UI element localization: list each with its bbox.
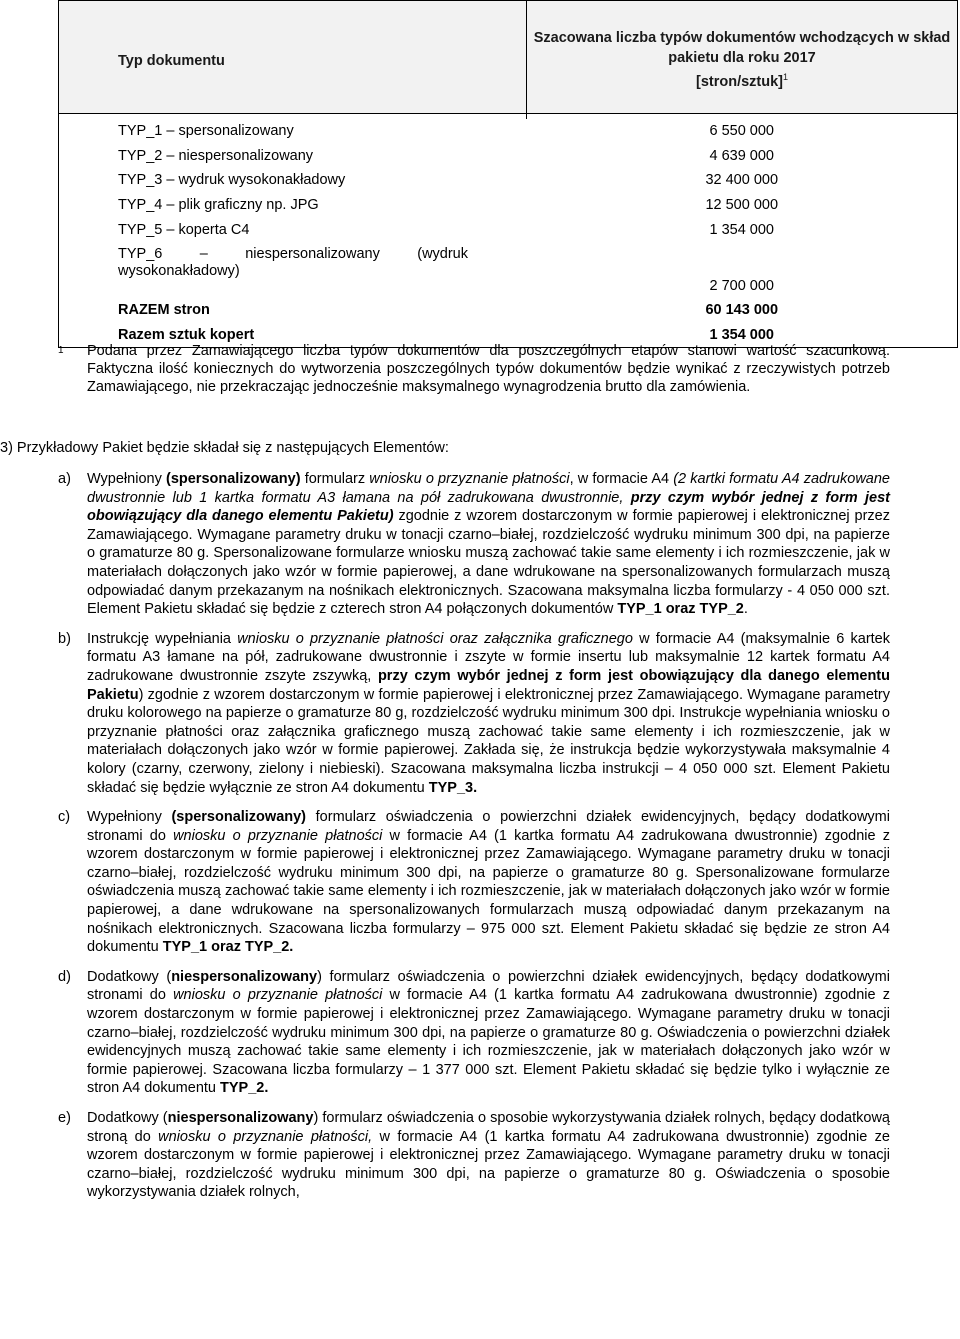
- italic-text: wniosku o przyznanie płatności: [173, 987, 383, 1004]
- row-value-text: 32 400 000: [705, 172, 779, 189]
- text: Wypełniony: [87, 471, 166, 487]
- bold-text: TYP_1 oraz TYP_2.: [162, 939, 294, 956]
- bold-text: niespersonalizowany: [171, 968, 318, 985]
- row-type: TYP_2 – niespersonalizowany: [59, 144, 527, 169]
- bold-italic-text: przy czym wybór jednej z form jest obowiązujący dla danego elementu Pakietu): [87, 489, 890, 525]
- text: ) formularz oświadczenia o sposobie wykorzystywania działek rolnych, będący dodatkową stroną do: [87, 1110, 890, 1145]
- table-row: [59, 144, 958, 169]
- item-body: [87, 470, 890, 619]
- total-value-text: 1 354 000: [709, 326, 774, 343]
- italic-text: (2 kartki formatu A4 zadrukowane dwustronnie lub 1 kartka formatu A3 łamana na pół zadrukowana dwustronnie,: [87, 471, 890, 506]
- item-label: b): [58, 630, 71, 647]
- row-type-line-2: wysokonakładowy): [118, 262, 240, 279]
- item-body: [87, 1109, 890, 1202]
- text: w formacie A4 (1 kartka formatu A4 zadrukowana dwustronnie) zgodnie ze wzorem dostarczonym w formie papierowej i elektronicznej przez Zamawiającego. Wymagane parametry druku w tonacji czarno–białej, rozdzielczość wydruku minimum 300 dpi, na papierze o gramaturze 80 g. Oświadczenia o sposobie wykorzystywania działek rolnych,: [87, 1128, 890, 1201]
- text: zgodnie z wzorem dostarczonym w formie papierowej i elektronicznej przez Zamawiającego. Wymagane parametry druku w tonacji czarno–białej, rozdzielczość wydruku minimum 300 dpi, na papierze o gramaturze 80 g. Spersonalizowane formularze wniosku muszą zachować takie same elementy i ich rozmieszczenie, jak w materiałach dołączonych jako wzór w formie papierowej, a dane wdrukowane na spersonalizowanych formularzach muszą odpowiadać danym przekazanym na nośnikach elektronicznych. Szacowana maksymalna liczba formularzy - 4 050 000 szt. Element Pakietu składać się będzie z czterech stron A4 połączonych dokumentów: [87, 508, 890, 618]
- header-unit: [stron/sztuk]: [695, 74, 783, 91]
- row-type: TYP_3 – wydruk wysokonakładowy: [59, 168, 527, 193]
- text: Dodatkowy (: [87, 968, 172, 985]
- row-value: [527, 168, 958, 193]
- table-row: [59, 193, 958, 218]
- header-estimated-count: [527, 1, 958, 114]
- row-value: [527, 242, 958, 298]
- total-label: Razem sztuk kopert: [59, 323, 527, 348]
- text: , w formacie A4: [569, 471, 674, 487]
- row-value-text: 2 700 000: [709, 277, 774, 294]
- row-value: [527, 144, 958, 169]
- list-item-e: [58, 1109, 890, 1202]
- list-item-a: [58, 470, 890, 619]
- row-value-text: 6 550 000: [709, 123, 774, 140]
- header-line-3: [696, 74, 788, 90]
- text: w formacie A4 (1 kartka formatu A4 zadrukowana dwustronnie) zgodnie z wzorem dostarczonym w formie papierowej i elektronicznej przez Zamawiającego. Wymagane parametry druku w tonacji czarno–białej, rozdzielczość wydruku minimum 300 dpi, na papierze o gramaturze 80 g. Oświadczenia o powierzchni działek ewidencyjnych muszą zachować takie same elementy i ich rozmieszczenie, jak w materiałach dołączonych jako wzór w formie papierowej. Szacowana liczba formularzy – 1 377 000 szt. Element Pakietu składać się będzie tylko i wyłącznie ze stron A4 dokumentu: [87, 987, 890, 1097]
- italic-text: wniosku o przyznanie płatności,: [158, 1128, 373, 1145]
- row-type-line-1: TYP_6 – niespersonalizowany (wydruk: [118, 245, 468, 262]
- footnote-ref: 1: [782, 72, 788, 83]
- list-item-b: [58, 630, 890, 797]
- table-header-row: [59, 1, 958, 114]
- section-3-heading: 3) Przykładowy Pakiet będzie składał się z następujących Elementów:: [0, 440, 449, 456]
- item-label: d): [58, 968, 71, 985]
- header-line-1: Szacowana liczba typów dokumentów wchodzących w skład: [533, 29, 951, 46]
- table-row: [59, 168, 958, 193]
- row-type: TYP_1 – spersonalizowany: [59, 119, 527, 144]
- row-value-text: 12 500 000: [705, 197, 779, 214]
- row-type: TYP_4 – plik graficzny np. JPG: [59, 193, 527, 218]
- item-body: [87, 630, 890, 797]
- row-value: [527, 193, 958, 218]
- list-item-d: [58, 968, 890, 1098]
- text: w formacie A4 (maksymalnie 6 kartek formatu A3 łamane na pół, zadrukowane dwustronnie i zszyte w formie insertu lub maksymalnie 12 kartek formatu A4 zadrukowane dwustronnie zszyte zszywką,: [87, 630, 890, 684]
- italic-text: wniosku o przyznanie płatności: [369, 471, 570, 487]
- table-row: [59, 119, 958, 144]
- document-types-table: [58, 0, 958, 348]
- text: .: [743, 601, 748, 618]
- total-value-text: 60 143 000: [705, 302, 779, 319]
- footnote-number: 1: [58, 345, 64, 356]
- total-value: [527, 298, 958, 323]
- row-value: [527, 119, 958, 144]
- bold-text: TYP_2.: [220, 1080, 269, 1097]
- text: formularz: [300, 471, 370, 487]
- text: Instrukcję wypełniania: [87, 630, 238, 647]
- total-row: [59, 298, 958, 323]
- bold-text: TYP_1 oraz TYP_2: [617, 601, 744, 618]
- row-type: [59, 242, 527, 298]
- text: w formacie A4 (1 kartka formatu A4 zadrukowana dwustronnie) zgodnie z wzorem dostarczonym w formie papierowej i elektronicznej przez Zamawiającego. Wymagane parametry druku w tonacji czarno–białej, rozdzielczość wydruku minimum 300 dpi, na papierze o gramaturze 80 g. Spersonalizowane formularze oświadczenia muszą zachować takie same elementy i ich rozmieszczenie, jak w materiałach dołączonych jako wzór w formie papierowej, a dane wdrukowane na spersonalizowanych formularzach muszą odpowiadać danym przekazanym na nośnikach elektronicznych. Szacowana liczba formularzy – 975 000 szt. Element Pakietu składać się będzie ze stron A4 dokumentu: [87, 827, 890, 956]
- total-label: RAZEM stron: [59, 298, 527, 323]
- bold-text: (spersonalizowany): [165, 471, 301, 487]
- row-value-text: 4 639 000: [709, 147, 774, 164]
- item-body: [87, 808, 890, 957]
- footnote-text: Podana przez Zamawiającego liczba typów dokumentów dla poszczególnych etapów stanowi wartość szacunkową. Faktyczna ilość koniecznych do wytworzenia poszczególnych typów dokumentów będzie wynikać z rzeczywistych potrzeb Zamawiającego, nie przekraczając jednocześnie maksymalnego wynagrodzenia brutto dla zamówienia.: [87, 343, 890, 396]
- list-item-c: [58, 808, 890, 957]
- header-line-2: pakietu dla roku 2017: [668, 49, 816, 66]
- text: Wypełniony: [87, 809, 172, 826]
- item-label: a): [58, 471, 71, 487]
- bold-text: niespersonalizowany: [167, 1110, 314, 1126]
- row-value: [527, 217, 958, 242]
- bold-text: (spersonalizowany): [171, 809, 307, 826]
- item-body: [87, 968, 890, 1098]
- header-document-type: Typ dokumentu: [59, 1, 527, 114]
- elements-list: [58, 470, 890, 1213]
- table-row: [59, 242, 958, 298]
- bold-text: TYP_3.: [428, 779, 478, 796]
- bold-text: przy czym wybór jednej z form jest obowiązujący dla danego elementu Pakietu: [87, 667, 890, 703]
- text: ) zgodnie z wzorem dostarczonym w formie papierowej i elektronicznej przez Zamawiającego. Wymagane parametry druku kolorowego na papierze o gramaturze 80 g, rozdzielczość wydruku minimum 300 dpi. Instrukcje wypełniania wniosku o przyznanie płatności oraz załącznika graficznego muszą zachować takie same elementy i ich rozmieszczenie, jak w materiałach dołączonych jako wzór w formie papierowej. Zakłada się, że instrukcja będzie wykorzystywała maksymalnie 4 kolory (czarny, czerwony, zielony i niebieski). Szacowana maksymalna liczba instrukcji – 4 050 000 szt. Element Pakietu składać się będzie wyłącznie ze stron A4 dokumentu: [87, 686, 890, 796]
- table-row: [59, 217, 958, 242]
- text: formularz oświadczenia o powierzchni działek ewidencyjnych, będący dodatkowymi stronami do: [87, 809, 890, 844]
- item-label: c): [58, 809, 71, 826]
- item-label: e): [58, 1110, 71, 1126]
- italic-text: wniosku o przyznanie płatności: [173, 827, 383, 844]
- row-type: TYP_5 – koperta C4: [59, 217, 527, 242]
- footnote: [58, 342, 890, 397]
- text: Dodatkowy (: [87, 1110, 168, 1126]
- text: ) formularz oświadczenia o powierzchni działek ewidencyjnych, będący dodatkowymi stronami do: [87, 968, 890, 1004]
- row-value-text: 1 354 000: [709, 221, 774, 238]
- italic-text: wniosku o przyznanie płatności oraz załącznika graficznego: [237, 630, 633, 647]
